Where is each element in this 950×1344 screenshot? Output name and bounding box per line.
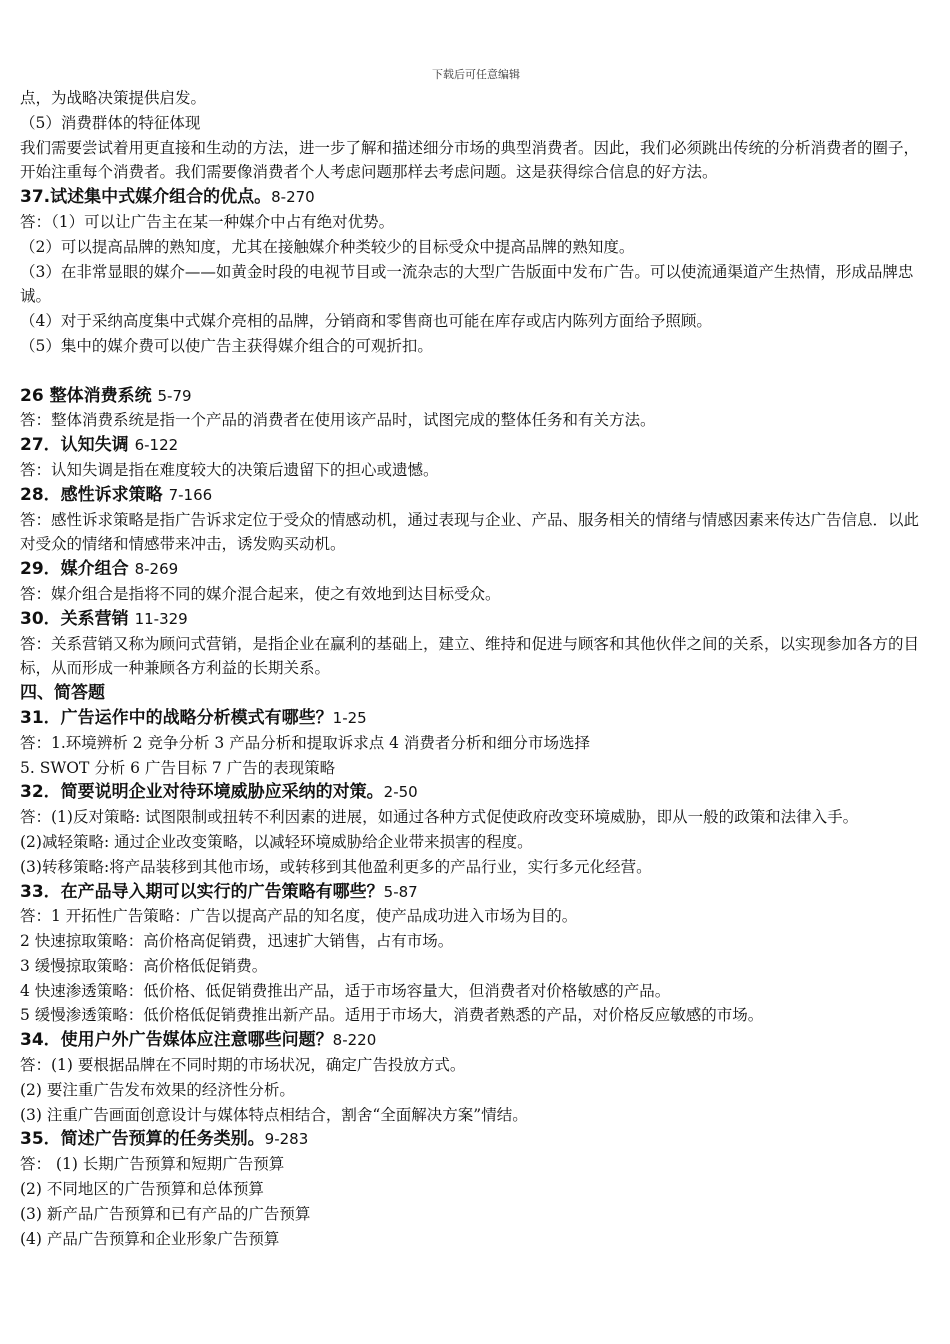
question-heading <box>20 607 932 632</box>
paragraph: 答：整体消费系统是指一个产品的消费者在使用该产品时，试图完成的整体任务和有关方法。 <box>20 411 656 430</box>
question-heading <box>20 681 932 706</box>
question-title: 30．关系营销 <box>20 608 135 629</box>
question-title: 37.试述集中式媒介组合的优点。 <box>20 187 272 208</box>
paragraph: 答：1.环境辨析 2 竞争分析 3 产品分析和提取诉求点 4 消费者分析和细分市场选择 <box>20 733 590 752</box>
page-reference: 8-220 <box>332 1031 377 1050</box>
question-heading <box>20 433 932 458</box>
paragraph: 答：认知失调是指在难度较大的决策后遗留下的担心或遗憾。 <box>20 460 439 479</box>
paragraph: （5）集中的媒介费可以使广告主获得媒介组合的可观折扣。 <box>20 336 433 355</box>
paragraph: 5 缓慢渗透策略：低价格低促销费推出新产品。适用于市场大，消费者熟悉的产品，对价格反应敏感的市场。 <box>20 1006 764 1025</box>
paragraph: 3 缓慢掠取策略：高价格低促销费。 <box>20 956 268 975</box>
question-title: 32．简要说明企业对待环境威胁应采纳的对策。 <box>20 782 384 803</box>
paragraph: 答：(1) 要根据品牌在不同时期的市场状况，确定广告投放方式。 <box>20 1056 466 1075</box>
question-heading <box>20 1028 932 1053</box>
paragraph: 答：感性诉求策略是指广告诉求定位于受众的情感动机，通过表现与企业、产品、服务相关的情绪与情感因素来传达广告信息．以此对受众的情绪和情感带来冲击，诱发购买动机。 <box>20 510 920 554</box>
blank-line <box>20 359 932 384</box>
page-reference: 7-166 <box>168 485 213 504</box>
paragraph: (2) 要注重广告发布效果的经济性分析。 <box>20 1080 295 1099</box>
page-reference: 11-329 <box>134 609 188 628</box>
paragraph: 5. SWOT 分析 6 广告目标 7 广告的表现策略 <box>20 758 336 777</box>
question-title: 35．简述广告预算的任务类别。 <box>20 1129 265 1150</box>
paragraph: 答：关系营销又称为顾问式营销，是指企业在赢利的基础上，建立、维持和促进与顾客和其他伙伴之间的关系，以实现参加各方的目标，从而形成一种兼顾各方利益的长期关系。 <box>20 634 920 678</box>
paragraph: （3）在非常显眼的媒介——如黄金时段的电视节目或一流杂志的大型广告版面中发布广告。可以使流通渠道产生热情，形成品牌忠诚。 <box>20 262 914 306</box>
paragraph: （5）消费群体的特征体现 <box>20 113 201 132</box>
question-title: 27．认知失调 <box>20 435 135 456</box>
page-reference: 6-122 <box>134 436 179 455</box>
paragraph: (4) 产品广告预算和企业形象广告预算 <box>20 1229 280 1248</box>
question-title: 33．在产品导入期可以实行的广告策略有哪些？ <box>20 881 384 902</box>
page-reference: 8-269 <box>134 560 179 579</box>
paragraph: 答：1 开拓性广告策略：广告以提高产品的知名度，使产品成功进入市场为目的。 <box>20 907 578 926</box>
question-title: 34．使用户外广告媒体应注意哪些问题？ <box>20 1030 333 1051</box>
question-heading <box>20 780 932 805</box>
paragraph: (3) 新产品广告预算和已有产品的广告预算 <box>20 1204 311 1223</box>
paragraph: （4）对于采纳高度集中式媒介亮相的品牌，分销商和零售商也可能在库存或店内陈列方面给予照顾。 <box>20 312 712 331</box>
page-reference: 8-270 <box>271 188 315 207</box>
question-heading <box>20 1127 932 1152</box>
question-heading <box>20 880 932 905</box>
question-title: 四、简答题 <box>20 683 105 704</box>
paragraph: 答： (1) 长期广告预算和短期广告预算 <box>20 1155 285 1174</box>
paragraph: (3)转移策略:将产品装移到其他市场，或转移到其他盈利更多的产品行业，实行多元化经营。 <box>20 857 652 876</box>
paragraph: 答：(1)反对策略: 试图限制或扭转不利因素的进展，如通过各种方式促使政府改变环境威胁，即从一般的政策和法律入手。 <box>20 808 859 827</box>
question-title: 26 整体消费系统 <box>20 385 158 406</box>
paragraph: (2) 不同地区的广告预算和总体预算 <box>20 1180 264 1199</box>
paragraph: 我们需要尝试着用更直接和生动的方法，进一步了解和描述细分市场的典型消费者。因此，我们必须跳出传统的分析消费者的圈子，开始注重每个消费者。我们需要像消费者个人考虑问题那样去考虑问题。这是获得综合信息的好方法。 <box>20 138 920 182</box>
page-reference: 1-25 <box>332 708 367 727</box>
paragraph: 4 快速渗透策略：低价格、低促销费推出产品，适于市场容量大，但消费者对价格敏感的产品。 <box>20 981 671 1000</box>
document-body <box>20 86 932 1251</box>
question-title: 29．媒介组合 <box>20 559 135 580</box>
page-reference: 2-50 <box>383 783 418 802</box>
page-header: 下载后可任意编辑 <box>432 68 520 81</box>
question-heading <box>20 185 932 210</box>
question-title: 28．感性诉求策略 <box>20 484 169 505</box>
question-heading <box>20 557 932 582</box>
page-reference: 9-283 <box>264 1130 309 1149</box>
question-title: 31．广告运作中的战略分析模式有哪些？ <box>20 707 333 728</box>
paragraph: 答：媒介组合是指将不同的媒介混合起来，使之有效地到达目标受众。 <box>20 584 501 603</box>
question-heading <box>20 706 932 731</box>
paragraph: 点，为战略决策提供启发。 <box>20 89 207 107</box>
paragraph: （2）可以提高品牌的熟知度，尤其在接触媒介种类较少的目标受众中提高品牌的熟知度。 <box>20 237 635 256</box>
paragraph: (2)减轻策略: 通过企业改变策略，以减轻环境威胁给企业带来损害的程度。 <box>20 832 533 851</box>
paragraph: 2 快速掠取策略：高价格高促销费，迅速扩大销售，占有市场。 <box>20 932 454 951</box>
page-reference: 5-87 <box>383 882 418 901</box>
page-reference: 5-79 <box>157 386 192 405</box>
question-heading <box>20 483 932 508</box>
paragraph: (3) 注重广告画面创意设计与媒体特点相结合，割舍“全面解决方案”情结。 <box>20 1105 528 1124</box>
question-heading <box>20 384 932 409</box>
paragraph: 答：（1）可以让广告主在某一种媒介中占有绝对优势。 <box>20 212 395 231</box>
